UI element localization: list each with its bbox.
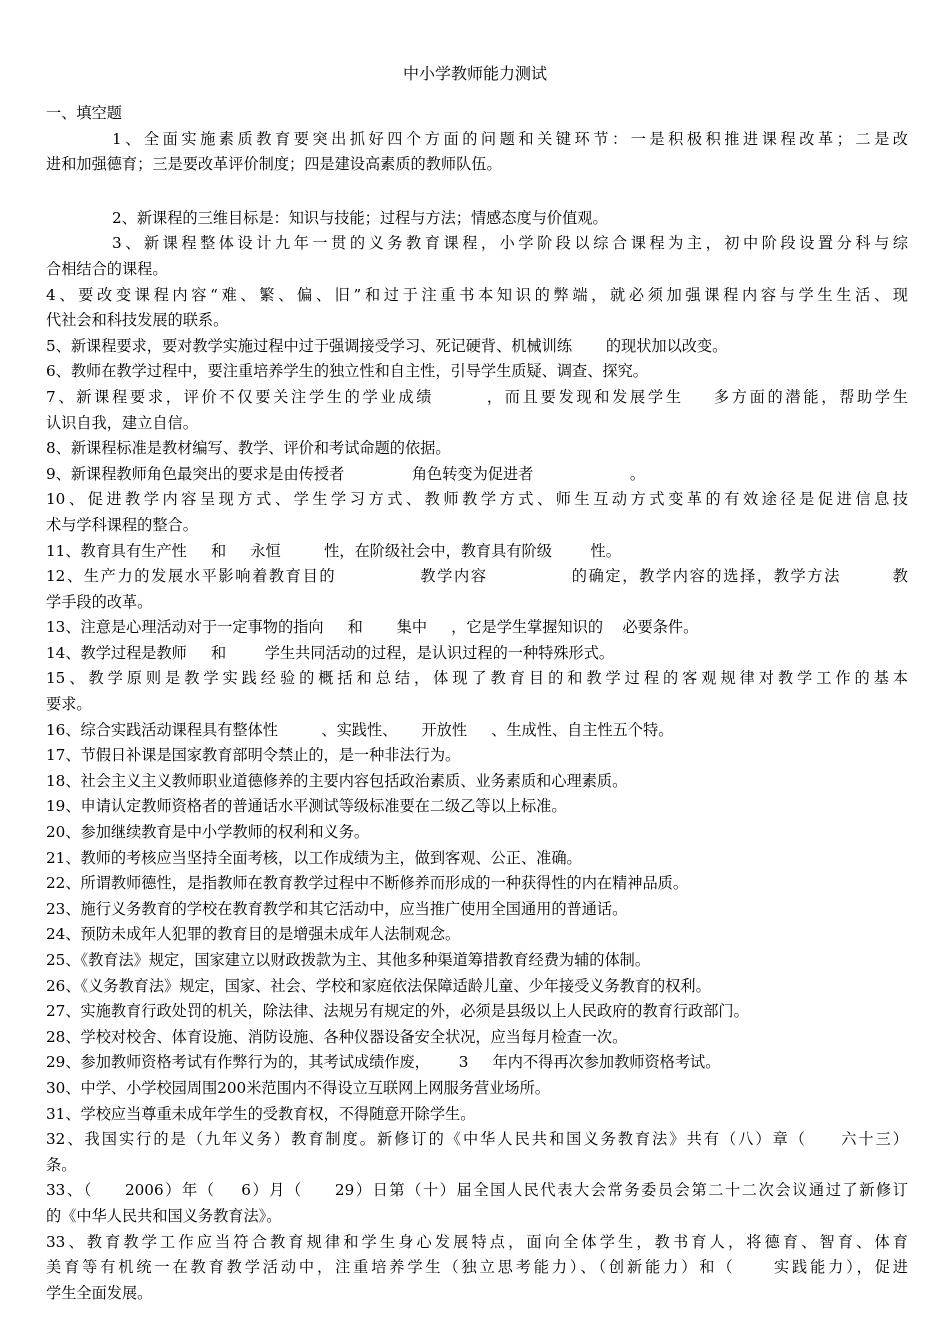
paragraph-line: 18、社会主义主义教师职业道德修养的主要内容包括政治素质、业务素质和心理素质。 — [46, 771, 628, 790]
paragraph-line: 14、教学过程是教师 和 学生共同活动的过程，是认识过程的一种特殊形式。 — [46, 643, 615, 662]
paragraph-line: 10、促进教学内容呈现方式、学生学习方式、教师教学方式、师生互动方式变革的有效途径是促进信息技 — [46, 490, 908, 509]
paragraph-line: 11、教育具有生产性 和 永恒 性，在阶级社会中，教育具有阶级 性。 — [46, 541, 621, 560]
paragraph-line: 31、学校应当尊重未成年学生的受教育权，不得随意开除学生。 — [46, 1104, 476, 1123]
paragraph-line: 24、预防未成年人犯罪的教育目的是增强未成年人法制观念。 — [46, 925, 461, 944]
paragraph-line: 32、我国实行的是（九年义务）教育制度。新修订的《中华人民共和国义务教育法》共有（八）章（ 六十三） — [46, 1130, 908, 1149]
paragraph-line: 学生全面发展。 — [46, 1283, 153, 1302]
paragraph-line: 美育等有机统一在教育教学活动中，注重培养学生（独立思考能力）、（创新能力）和（ 实践能力），促进 — [46, 1258, 908, 1277]
document-body — [46, 101, 908, 1306]
paragraph-line: 28、学校对校舍、体育设施、消防设施、各种仪器设备安全状况，应当每月检查一次。 — [46, 1027, 628, 1046]
paragraph-line: 17、节假日补课是国家教育部明令禁止的，是一种非法行为。 — [46, 746, 461, 765]
blank-line — [46, 178, 908, 206]
paragraph-line: 33、（ 2006）年（ 6）月（ 29）日第（十）届全国人民代表大会常务委员会第二十二次会议通过了新修订 — [46, 1181, 908, 1200]
paragraph-line: 合相结合的课程。 — [46, 259, 168, 278]
document-title: 中小学教师能力测试 — [402, 64, 547, 83]
paragraph-line: 21、教师的考核应当坚持全面考核，以工作成绩为主，做到客观、公正、准确。 — [46, 848, 582, 867]
paragraph-line: 5、新课程要求，要对教学实施过程中过于强调接受学习、死记硬背、机械训练 的现状加以改变。 — [46, 336, 728, 355]
paragraph-line: 7、新课程要求，评价不仅要关注学生的学业成绩 ，而且要发现和发展学生 多方面的潜能，帮助学生 — [46, 387, 908, 406]
paragraph-line: 认识自我，建立自信。 — [46, 413, 198, 432]
paragraph-line: 19、申请认定教师资格者的普通话水平测试等级标准要在二级乙等以上标准。 — [46, 797, 567, 816]
paragraph-line: 23、施行义务教育的学校在教育教学和其它活动中，应当推广使用全国通用的普通话。 — [46, 899, 628, 918]
paragraph-line: 33、教育教学工作应当符合教育规律和学生身心发展特点，面向全体学生，教书育人，将德育、智育、体育 — [46, 1232, 908, 1251]
section-heading: 一、填空题 — [46, 104, 122, 122]
paragraph-line: 20、参加继续教育是中小学教师的权利和义务。 — [46, 823, 370, 842]
paragraph-line: 12、生产力的发展水平影响着教育目的 教学内容 的确定，教学内容的选择，教学方法 教 — [46, 567, 908, 586]
paragraph-line: 学手段的改革。 — [46, 592, 153, 611]
paragraph-line: 要求。 — [46, 695, 92, 714]
paragraph-line: 4、要改变课程内容“难、繁、偏、旧”和过于注重书本知识的弊端，就必须加强课程内容与学生生活、现 — [46, 285, 908, 304]
paragraph-line: 26、《义务教育法》规定，国家、社会、学校和家庭依法保障适龄儿童、少年接受义务教育的权利。 — [46, 976, 711, 995]
paragraph-line: 16、综合实践活动课程具有整体性 、实践性、 开放性 、生成性、自主性五个特。 — [46, 720, 674, 739]
paragraph-line: 条。 — [46, 1155, 77, 1174]
paragraph-line: 3、新课程整体设计九年一贯的义务教育课程，小学阶段以综合课程为主，初中阶段设置分科与综 — [112, 234, 908, 253]
paragraph-line: 27、实施教育行政处罚的机关，除法律、法规另有规定的外，必须是县级以上人民政府的教育行政部门。 — [46, 1002, 749, 1021]
paragraph-line: 13、注意是心理活动对于一定事物的指向 和 集中 ，它是学生掌握知识的 必要条件。 — [46, 618, 699, 637]
paragraph-line: 22、所谓教师德性，是指教师在教育教学过程中不断修养而形成的一种获得性的内在精神品质。 — [46, 874, 689, 893]
paragraph-line: 9、新课程教师角色最突出的要求是由传授者 角色转变为促进者 。 — [46, 464, 646, 483]
paragraph-line: 进和加强德育；三是要改革评价制度；四是建设高素质的教师队伍。 — [46, 155, 502, 174]
paragraph-line: 术与学科课程的整合。 — [46, 515, 198, 534]
paragraph-line: 代社会和科技发展的联系。 — [46, 311, 229, 330]
paragraph-line: 2、新课程的三维目标是：知识与技能；过程与方法；情感态度与价值观。 — [112, 208, 608, 227]
paragraph-line: 8、新课程标准是教材编写、教学、评价和考试命题的依据。 — [46, 439, 451, 458]
paragraph-line: 6、教师在教学过程中，要注重培养学生的独立性和自主性，引导学生质疑、调查、探究。 — [46, 362, 648, 381]
paragraph-line: 的《中华人民共和国义务教育法》。 — [46, 1206, 282, 1225]
paragraph-line: 15、教学原则是教学实践经验的概括和总结，体现了教育目的和教学过程的客观规律对教学工作的基本 — [46, 669, 908, 688]
paragraph-line: 30、中学、小学校园周围200米范围内不得设立互联网上网服务营业场所。 — [46, 1078, 550, 1097]
paragraph-line: 1、全面实施素质教育要突出抓好四个方面的问题和关键环节：一是积极积推进课程改革；二是改 — [112, 129, 908, 148]
paragraph-line: 25、《教育法》规定，国家建立以财政拨款为主、其他多种渠道筹措教育经费为辅的体制。 — [46, 951, 651, 969]
paragraph-line: 29、参加教师资格考试有作弊行为的，其考试成绩作废， 3 年内不得再次参加教师资格考试。 — [46, 1053, 721, 1072]
